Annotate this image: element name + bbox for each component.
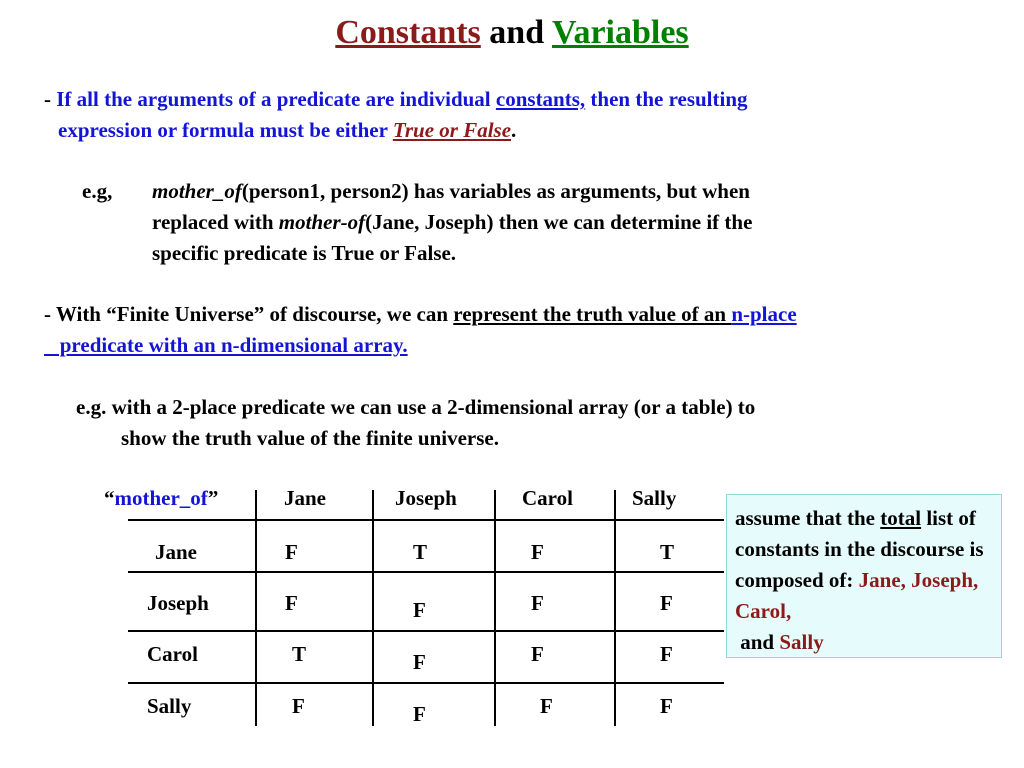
example1-text2b: (Jane, Joseph) then we can determine if the xyxy=(365,210,753,234)
table-cell: F xyxy=(531,591,544,615)
table-divider xyxy=(614,490,616,726)
table-cell: F xyxy=(660,642,673,666)
example1-line1 xyxy=(152,176,750,207)
table-cell: F xyxy=(660,591,673,615)
note-names: Jane, Joseph, Carol, xyxy=(735,568,979,623)
example1-line2 xyxy=(152,207,752,238)
fn-mother-of: mother_of xyxy=(152,179,242,203)
col-header-jane: Jane xyxy=(284,486,326,510)
bullet1-text-b: then the resulting xyxy=(585,87,748,111)
title-variables: Variables xyxy=(552,14,689,51)
table-cell: F xyxy=(413,650,426,674)
predicate-name: mother_of xyxy=(114,486,208,510)
note-sally: Sally xyxy=(779,630,824,654)
table-row-divider xyxy=(128,630,724,632)
note-and: and xyxy=(735,630,780,654)
table-cell: F xyxy=(540,694,553,718)
table-cell: F xyxy=(413,702,426,726)
note-total: total xyxy=(880,506,922,530)
row-header-joseph: Joseph xyxy=(147,591,209,615)
example1-label: e.g, xyxy=(82,179,113,203)
table-divider xyxy=(372,490,374,726)
table-cell: F xyxy=(413,598,426,622)
example2-line2: show the truth value of the finite universe. xyxy=(121,426,499,450)
bullet1-period: . xyxy=(511,118,517,142)
quote-open: “ xyxy=(104,486,115,510)
table-cell: F xyxy=(531,642,544,666)
example2-line1: e.g. with a 2-place predicate we can use a 2-dimensional array (or a table) to xyxy=(76,395,756,419)
bullet-dash: - xyxy=(44,87,57,111)
bullet1-text-a: If all the arguments of a predicate are individual xyxy=(56,87,496,111)
title-constants: Constants xyxy=(335,14,481,51)
true-or-false-link[interactable]: True or False xyxy=(392,118,512,142)
n-place-link[interactable]: n-place xyxy=(731,302,797,326)
table-cell: F xyxy=(660,694,673,718)
bullet1-line1 xyxy=(44,84,748,115)
row-header-jane: Jane xyxy=(155,540,197,564)
example1-text2a: replaced with xyxy=(152,210,279,234)
table-row-divider xyxy=(128,682,724,684)
note-text-a: assume that the xyxy=(735,506,881,530)
fn-mother-of-2: mother-of xyxy=(278,210,366,234)
example1-text1: (person1, person2) has variables as arguments, but when xyxy=(241,179,750,203)
table-divider xyxy=(494,490,496,726)
bullet2-line2-link[interactable]: predicate with an n-dimensional array. xyxy=(44,333,408,357)
title-and: and xyxy=(480,14,553,51)
table-cell: F xyxy=(285,591,298,615)
table-cell: F xyxy=(292,694,305,718)
table-row-divider xyxy=(128,571,724,573)
table-corner-label xyxy=(104,486,218,511)
table-cell: T xyxy=(413,540,428,564)
table-cell: T xyxy=(660,540,675,564)
col-header-carol: Carol xyxy=(522,486,573,510)
table-cell: F xyxy=(531,540,544,564)
col-header-joseph: Joseph xyxy=(395,486,457,510)
col-header-sally: Sally xyxy=(632,486,677,510)
constants-link[interactable]: constants, xyxy=(495,87,586,111)
slide-title xyxy=(0,14,1024,52)
bullet1-line2 xyxy=(58,115,516,146)
bullet1-text-c: expression or formula must be either xyxy=(58,118,393,142)
row-header-sally: Sally xyxy=(147,694,192,718)
example1-line3: specific predicate is True or False. xyxy=(152,241,457,265)
assumption-note xyxy=(726,494,1002,658)
table-divider xyxy=(255,490,257,726)
bullet2-line1 xyxy=(44,299,797,330)
row-header-carol: Carol xyxy=(147,642,198,666)
bullet2-text-a: - With “Finite Universe” of discourse, we can xyxy=(44,302,454,326)
table-row-divider xyxy=(128,519,724,521)
note-text-b: list of constants in the discourse is composed of: xyxy=(735,506,984,592)
table-cell: F xyxy=(285,540,298,564)
quote-close: ” xyxy=(207,486,219,510)
table-cell: T xyxy=(292,642,307,666)
bullet2-underlined: represent the truth value of an xyxy=(453,302,732,326)
